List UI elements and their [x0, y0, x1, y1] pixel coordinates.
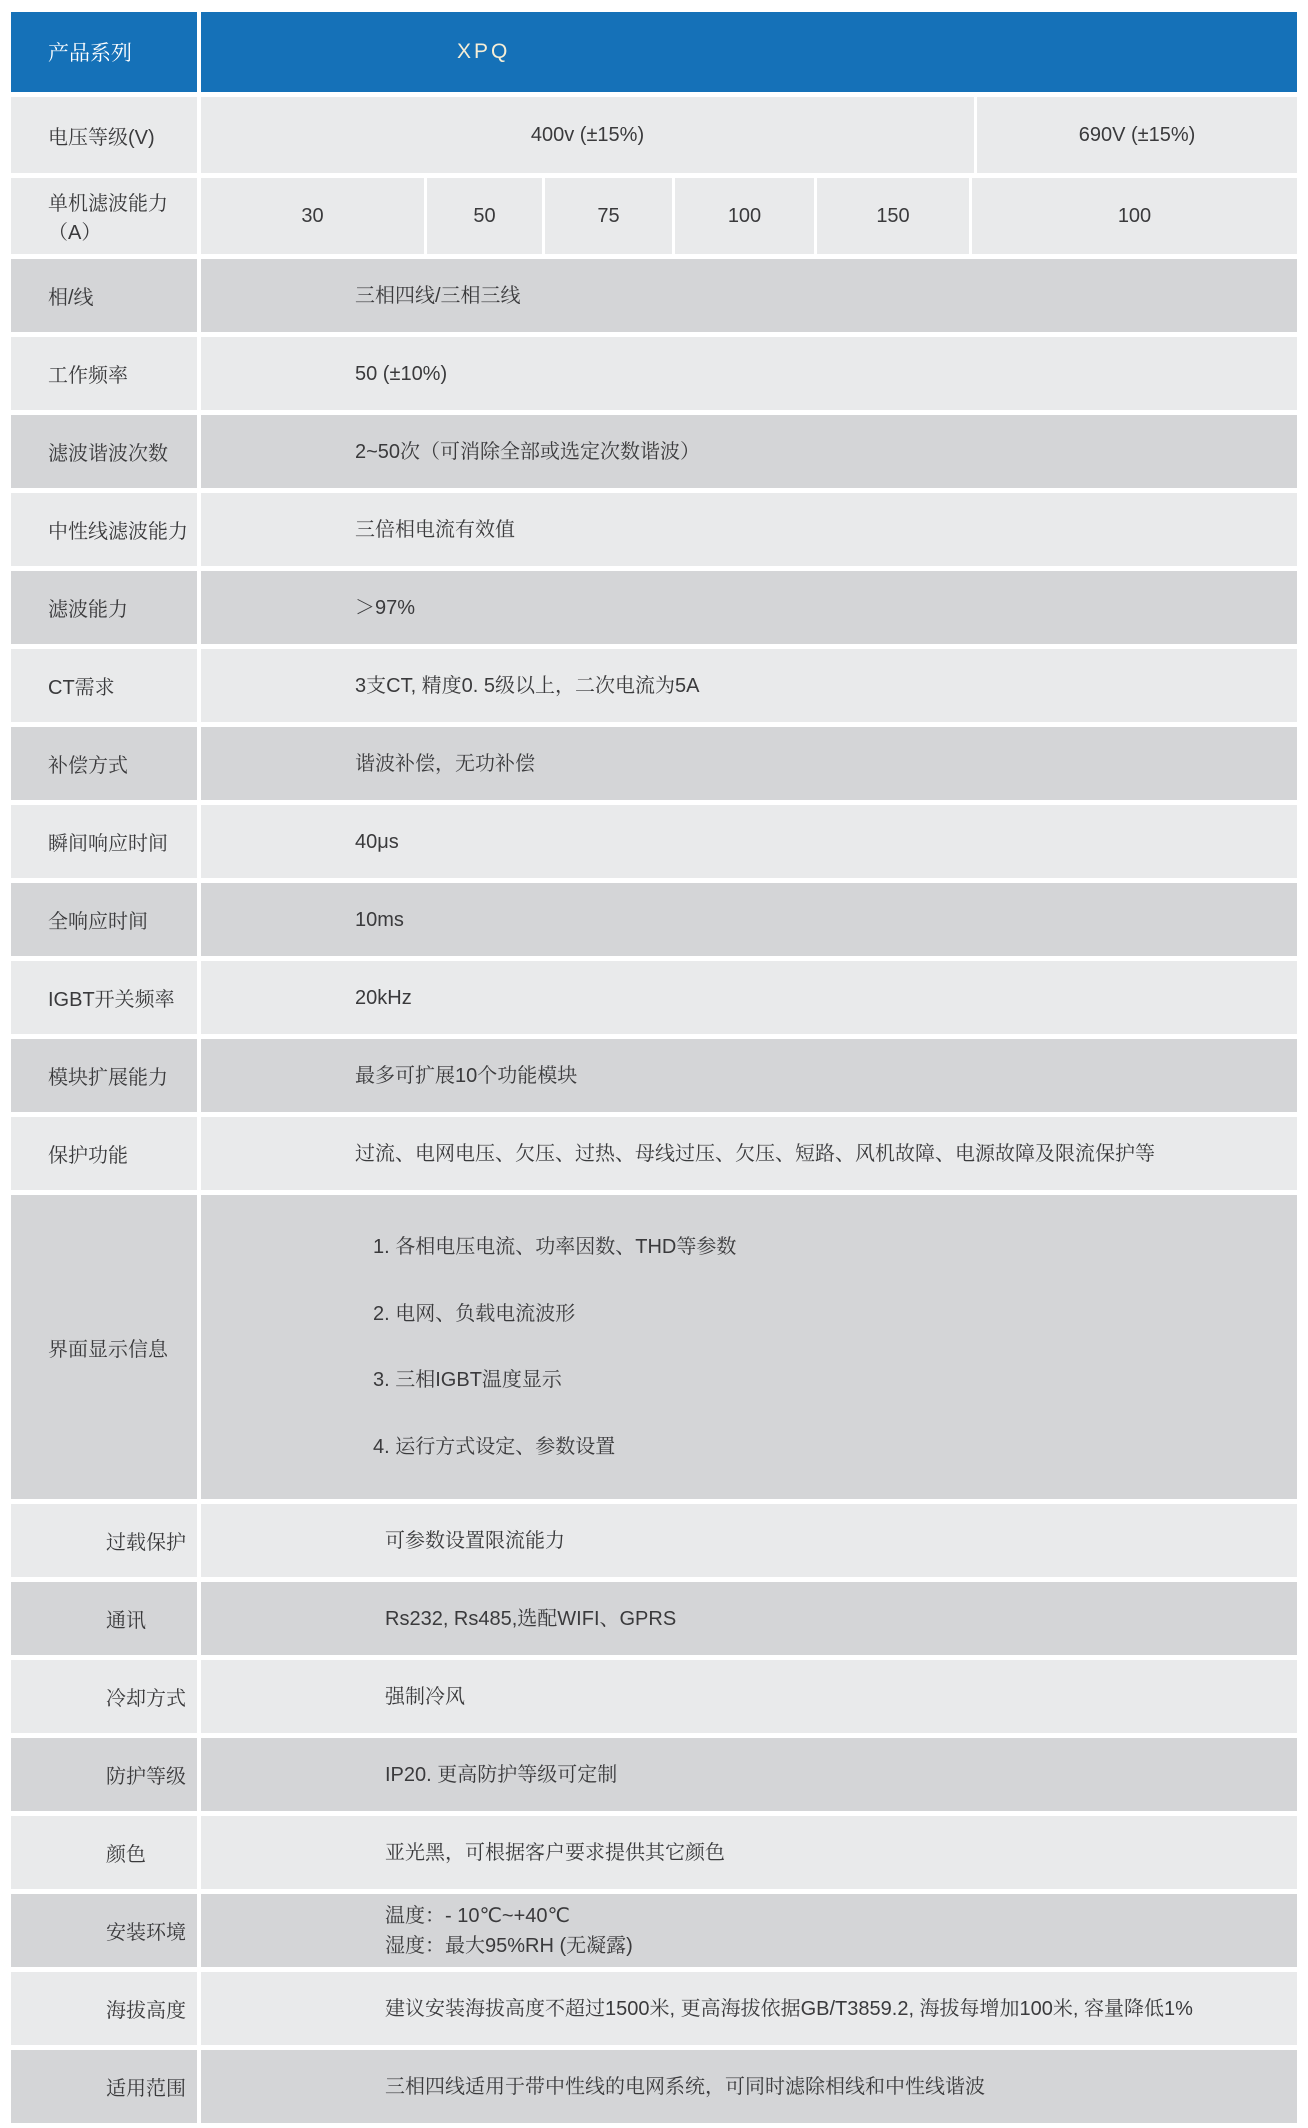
row-label: 颜色: [11, 1816, 197, 1889]
row-label: 中性线滤波能力: [11, 493, 197, 566]
row-label: 工作频率: [11, 337, 197, 410]
product-series-value: XPQ: [201, 12, 1297, 92]
row-value: 三相四线/三相三线: [201, 259, 1297, 332]
row-label: 模块扩展能力: [11, 1039, 197, 1112]
voltage-400-cell: 400v (±15%): [201, 97, 974, 173]
row-value: 10ms: [201, 883, 1297, 956]
capacity-690-cell: 100: [972, 178, 1297, 254]
spec-row: [11, 1660, 1297, 1733]
capacity-value-cell: 100: [675, 178, 814, 254]
row-value: 40μs: [201, 805, 1297, 878]
row-label: 单机滤波能力（A）: [11, 178, 197, 254]
spec-row: [11, 2050, 1297, 2123]
row-value-line: 温度：- 10℃~+40℃: [385, 1904, 570, 1927]
spec-row: [11, 1039, 1297, 1112]
row-value: 亚光黑，可根据客户要求提供其它颜色: [201, 1816, 1297, 1889]
spec-rows-container: [11, 259, 1297, 2123]
capacity-value-cell: 50: [427, 178, 542, 254]
row-label: 电压等级(V): [11, 97, 197, 173]
spec-row: [11, 1972, 1297, 2045]
row-value: 可参数设置限流能力: [201, 1504, 1297, 1577]
spec-row: [11, 1894, 1297, 1967]
spec-row: [11, 1195, 1297, 1499]
row-value: 50 (±10%): [201, 337, 1297, 410]
row-label: 滤波谐波次数: [11, 415, 197, 488]
row-label: IGBT开关频率: [11, 961, 197, 1034]
spec-row: [11, 415, 1297, 488]
capacity-value-cell: 30: [201, 178, 424, 254]
row-label: 适用范围: [11, 2050, 197, 2123]
voltage-row: [11, 97, 1297, 173]
row-label: 瞬间响应时间: [11, 805, 197, 878]
spec-row: [11, 961, 1297, 1034]
spec-table: [11, 12, 1297, 2128]
spec-row: [11, 259, 1297, 332]
spec-row: [11, 337, 1297, 410]
spec-row: [11, 1117, 1297, 1190]
spec-row: [11, 649, 1297, 722]
row-value: 建议安装海拔高度不超过1500米, 更高海拔依据GB/T3859.2, 海拔每增加100米, 容量降低1%: [201, 1972, 1297, 2045]
capacity-row: [11, 178, 1297, 254]
row-value: 最多可扩展10个功能模块: [201, 1039, 1297, 1112]
row-value: 三倍相电流有效值: [201, 493, 1297, 566]
row-value: 2~50次（可消除全部或选定次数谐波）: [201, 415, 1297, 488]
row-label: 防护等级: [11, 1738, 197, 1811]
header-row: [11, 12, 1297, 92]
spec-row: [11, 727, 1297, 800]
row-value: 过流、电网电压、欠压、过热、母线过压、欠压、短路、风机故障、电源故障及限流保护等: [201, 1117, 1297, 1190]
spec-row: [11, 1582, 1297, 1655]
row-value-line: 1. 各相电压电流、功率因数、THD等参数: [373, 1235, 737, 1258]
row-label: 冷却方式: [11, 1660, 197, 1733]
row-label: 补偿方式: [11, 727, 197, 800]
spec-row: [11, 1504, 1297, 1577]
capacity-value-cell: 150: [817, 178, 969, 254]
spec-row: [11, 1738, 1297, 1811]
spec-row: [11, 571, 1297, 644]
row-value: 三相四线适用于带中性线的电网系统，可同时滤除相线和中性线谐波: [201, 2050, 1297, 2123]
row-label: 过载保护: [11, 1504, 197, 1577]
row-label: 保护功能: [11, 1117, 197, 1190]
row-value-line: 2. 电网、负载电流波形: [373, 1302, 576, 1325]
spec-row: [11, 493, 1297, 566]
voltage-690-cell: 690V (±15%): [977, 97, 1297, 173]
row-value: 谐波补偿，无功补偿: [201, 727, 1297, 800]
row-value-line: 湿度：最大95%RH (无凝露): [385, 1934, 633, 1957]
spec-row: [11, 805, 1297, 878]
row-label: 全响应时间: [11, 883, 197, 956]
row-value: IP20. 更高防护等级可定制: [201, 1738, 1297, 1811]
row-value: Rs232, Rs485,选配WIFI、GPRS: [201, 1582, 1297, 1655]
row-label: 海拔高度: [11, 1972, 197, 2045]
row-label: 滤波能力: [11, 571, 197, 644]
row-label: 界面显示信息: [11, 1195, 197, 1499]
row-label: 相/线: [11, 259, 197, 332]
row-value-line: 4. 运行方式设定、参数设置: [373, 1436, 616, 1459]
row-value-line: 3. 三相IGBT温度显示: [373, 1369, 562, 1392]
row-value: ＞97%: [201, 571, 1297, 644]
spec-row: [11, 1816, 1297, 1889]
row-value: [201, 1195, 1297, 1499]
row-label: 通讯: [11, 1582, 197, 1655]
row-value: [201, 1894, 1297, 1967]
row-value: 20kHz: [201, 961, 1297, 1034]
capacity-value-cell: 75: [545, 178, 672, 254]
row-value: 强制冷风: [201, 1660, 1297, 1733]
row-label: 安装环境: [11, 1894, 197, 1967]
row-value: 3支CT, 精度0. 5级以上，二次电流为5A: [201, 649, 1297, 722]
row-label: CT需求: [11, 649, 197, 722]
spec-row: [11, 883, 1297, 956]
product-series-label: 产品系列: [11, 12, 197, 92]
